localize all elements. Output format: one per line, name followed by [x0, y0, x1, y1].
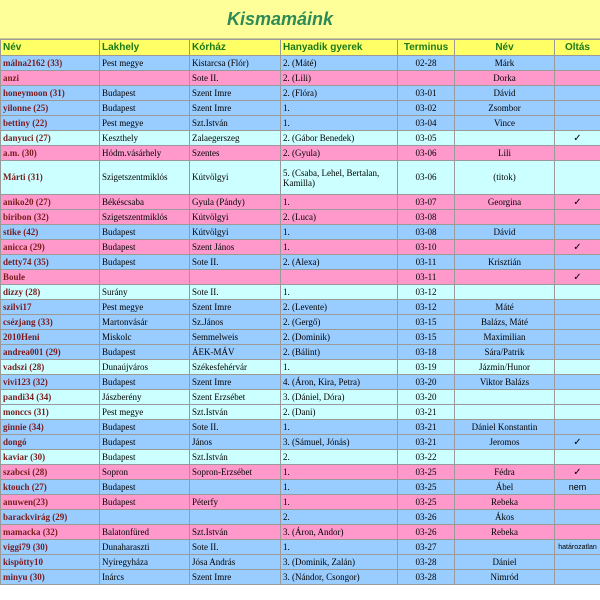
cell-nev: anuwen(23)	[1, 495, 100, 510]
cell-lakhely: Budapest	[100, 420, 190, 435]
cell-hanyadik: 2. (Dani)	[281, 405, 398, 420]
cell-terminus: 03-18	[398, 345, 455, 360]
table-row	[1, 375, 600, 390]
cell-lakhely	[100, 510, 190, 525]
cell-korhaz: Semmelweis	[190, 330, 281, 345]
cell-oltas	[555, 510, 600, 525]
cell-hanyadik: 2. (Levente)	[281, 300, 398, 315]
cell-nev: bettiny (22)	[1, 116, 100, 131]
table-row	[1, 525, 600, 540]
cell-lakhely: Pest megye	[100, 405, 190, 420]
cell-oltas	[555, 146, 600, 161]
cell-terminus: 03-08	[398, 210, 455, 225]
cell-hanyadik: 2.	[281, 450, 398, 465]
cell-oltas	[555, 375, 600, 390]
table-row	[1, 420, 600, 435]
cell-nev2: Zsombor	[455, 101, 555, 116]
cell-korhaz	[190, 480, 281, 495]
cell-hanyadik: 1.	[281, 360, 398, 375]
cell-hanyadik: 2. (Gergő)	[281, 315, 398, 330]
table-row	[1, 480, 600, 495]
table-row	[1, 195, 600, 210]
cell-terminus: 03-21	[398, 435, 455, 450]
cell-hanyadik	[281, 270, 398, 285]
table-row	[1, 495, 600, 510]
cell-korhaz	[190, 270, 281, 285]
cell-nev: anzi	[1, 71, 100, 86]
cell-nev: monccs (31)	[1, 405, 100, 420]
cell-terminus: 03-02	[398, 101, 455, 116]
cell-nev: barackvirág (29)	[1, 510, 100, 525]
cell-lakhely: Budapest	[100, 240, 190, 255]
cell-hanyadik: 1.	[281, 495, 398, 510]
cell-nev2: Vince	[455, 116, 555, 131]
cell-nev: vadszi (28)	[1, 360, 100, 375]
table-row	[1, 450, 600, 465]
cell-oltas	[555, 300, 600, 315]
cell-nev2	[455, 540, 555, 555]
cell-korhaz: Sote II.	[190, 540, 281, 555]
cell-nev: danyuci (27)	[1, 131, 100, 146]
table-row	[1, 101, 600, 116]
cell-hanyadik: 2. (Máté)	[281, 56, 398, 71]
cell-nev2	[455, 285, 555, 300]
table-row	[1, 465, 600, 480]
table-row	[1, 131, 600, 146]
cell-nev2: Dániel	[455, 555, 555, 570]
cell-oltas	[555, 495, 600, 510]
table-row	[1, 270, 600, 285]
cell-hanyadik: 3. (Áron, Andor)	[281, 525, 398, 540]
cell-lakhely: Jászberény	[100, 390, 190, 405]
table-row	[1, 86, 600, 101]
cell-nev2	[455, 240, 555, 255]
cell-lakhely: Pest megye	[100, 300, 190, 315]
cell-hanyadik: 2.	[281, 510, 398, 525]
cell-nev2: Jázmin/Hunor	[455, 360, 555, 375]
cell-hanyadik: 2. (Gyula)	[281, 146, 398, 161]
table-row	[1, 345, 600, 360]
cell-hanyadik: 2. (Dominik)	[281, 330, 398, 345]
header-terminus: Terminus	[398, 40, 455, 56]
table-row	[1, 510, 600, 525]
cell-oltas	[555, 86, 600, 101]
cell-lakhely: Martonvásár	[100, 315, 190, 330]
cell-lakhely: Dunaharaszti	[100, 540, 190, 555]
cell-nev2	[455, 270, 555, 285]
cell-nev2: Balázs, Máté	[455, 315, 555, 330]
cell-lakhely: Hódm.vásárhely	[100, 146, 190, 161]
cell-korhaz: Szent Imre	[190, 86, 281, 101]
cell-lakhely: Pest megye	[100, 116, 190, 131]
cell-oltas	[555, 225, 600, 240]
cell-terminus: 03-15	[398, 330, 455, 345]
cell-nev: biribon (32)	[1, 210, 100, 225]
cell-nev: málna2162 (33)	[1, 56, 100, 71]
cell-korhaz: Sote II.	[190, 285, 281, 300]
cell-oltas	[555, 390, 600, 405]
cell-korhaz: Kútvölgyi	[190, 210, 281, 225]
cell-lakhely: Budapest	[100, 435, 190, 450]
cell-nev2: Dorka	[455, 71, 555, 86]
cell-terminus: 02-28	[398, 56, 455, 71]
page-title: Kismamáink	[226, 8, 334, 29]
cell-terminus: 03-07	[398, 195, 455, 210]
cell-nev: aniko20 (27)	[1, 195, 100, 210]
cell-korhaz: Péterfy	[190, 495, 281, 510]
cell-nev2	[455, 390, 555, 405]
cell-nev2	[455, 405, 555, 420]
cell-terminus: 03-10	[398, 240, 455, 255]
cell-nev: szilvi17	[1, 300, 100, 315]
header-row	[1, 40, 600, 56]
cell-nev2	[455, 131, 555, 146]
cell-terminus: 03-25	[398, 495, 455, 510]
cell-hanyadik: 1.	[281, 195, 398, 210]
cell-lakhely: Szigetszentmiklós	[100, 210, 190, 225]
cell-korhaz: Szt.István	[190, 525, 281, 540]
cell-nev: minyu (30)	[1, 570, 100, 585]
cell-lakhely: Nyíregyháza	[100, 555, 190, 570]
cell-oltas	[555, 255, 600, 270]
cell-nev: kaviar (30)	[1, 450, 100, 465]
cell-lakhely: Budapest	[100, 345, 190, 360]
cell-korhaz: Szent János	[190, 240, 281, 255]
cell-korhaz: Jósa András	[190, 555, 281, 570]
cell-hanyadik: 1.	[281, 285, 398, 300]
cell-nev2: Georgina	[455, 195, 555, 210]
cell-lakhely: Békéscsaba	[100, 195, 190, 210]
cell-hanyadik: 4. (Áron, Kira, Petra)	[281, 375, 398, 390]
cell-hanyadik: 3. (Nándor, Csongor)	[281, 570, 398, 585]
cell-korhaz: Szt.István	[190, 405, 281, 420]
cell-hanyadik: 1.	[281, 101, 398, 116]
cell-hanyadik: 2. (Luca)	[281, 210, 398, 225]
cell-nev2: Viktor Balázs	[455, 375, 555, 390]
cell-lakhely: Surány	[100, 285, 190, 300]
cell-oltas	[555, 345, 600, 360]
cell-nev: kispötty10	[1, 555, 100, 570]
cell-terminus: 03-11	[398, 270, 455, 285]
table-row	[1, 161, 600, 195]
cell-terminus: 03-26	[398, 525, 455, 540]
cell-lakhely: Budapest	[100, 101, 190, 116]
cell-oltas	[555, 420, 600, 435]
cell-oltas	[555, 360, 600, 375]
table-body	[1, 56, 600, 585]
cell-oltas	[555, 116, 600, 131]
cell-korhaz: Szent Imre	[190, 101, 281, 116]
cell-nev2: Nimród	[455, 570, 555, 585]
cell-korhaz: Kistarcsa (Flór)	[190, 56, 281, 71]
cell-hanyadik: 1.	[281, 116, 398, 131]
cell-nev2: Dániel Konstantin	[455, 420, 555, 435]
cell-nev2: Fédra	[455, 465, 555, 480]
table-row	[1, 300, 600, 315]
cell-hanyadik: 2. (Lili)	[281, 71, 398, 86]
cell-terminus: 03-27	[398, 540, 455, 555]
cell-korhaz: Kútvölgyi	[190, 161, 281, 195]
cell-oltas: ✓	[555, 270, 600, 285]
table-row	[1, 330, 600, 345]
cell-korhaz: Sote II.	[190, 420, 281, 435]
table-row	[1, 390, 600, 405]
cell-terminus: 03-08	[398, 225, 455, 240]
cell-oltas: ✓	[555, 240, 600, 255]
cell-oltas	[555, 285, 600, 300]
cell-lakhely: Inárcs	[100, 570, 190, 585]
table-row	[1, 540, 600, 555]
cell-nev2: Dávid	[455, 225, 555, 240]
cell-korhaz: Szt.István	[190, 450, 281, 465]
cell-terminus: 03-01	[398, 86, 455, 101]
cell-nev: Boule	[1, 270, 100, 285]
cell-korhaz: Szt.István	[190, 116, 281, 131]
cell-terminus: 03-04	[398, 116, 455, 131]
cell-terminus: 03-15	[398, 315, 455, 330]
cell-nev: pandi34 (34)	[1, 390, 100, 405]
table-row	[1, 315, 600, 330]
cell-oltas	[555, 101, 600, 116]
cell-lakhely: Keszthely	[100, 131, 190, 146]
table-row	[1, 435, 600, 450]
cell-lakhely: Budapest	[100, 480, 190, 495]
cell-hanyadik: 2. (Alexa)	[281, 255, 398, 270]
cell-korhaz: Sz.János	[190, 315, 281, 330]
cell-korhaz: Gyula (Pándy)	[190, 195, 281, 210]
cell-korhaz	[190, 510, 281, 525]
cell-terminus	[398, 71, 455, 86]
title-bar	[0, 0, 600, 39]
cell-hanyadik: 1.	[281, 225, 398, 240]
header-nev: Név	[1, 40, 100, 56]
cell-hanyadik: 3. (Sámuel, Jónás)	[281, 435, 398, 450]
cell-oltas: ✓	[555, 195, 600, 210]
cell-korhaz: Szentes	[190, 146, 281, 161]
cell-oltas	[555, 450, 600, 465]
cell-nev: 2010Heni	[1, 330, 100, 345]
cell-lakhely: Dunaújváros	[100, 360, 190, 375]
cell-nev2: Jeromos	[455, 435, 555, 450]
cell-terminus: 03-20	[398, 390, 455, 405]
cell-hanyadik: 1.	[281, 480, 398, 495]
cell-lakhely: Budapest	[100, 495, 190, 510]
cell-nev2: Ákos	[455, 510, 555, 525]
cell-nev: vivi123 (32)	[1, 375, 100, 390]
cell-nev: andrea001 (29)	[1, 345, 100, 360]
cell-oltas: határozatlan	[555, 540, 600, 555]
cell-terminus: 03-05	[398, 131, 455, 146]
table-row	[1, 116, 600, 131]
header-korhaz: Kórház	[190, 40, 281, 56]
cell-oltas	[555, 315, 600, 330]
cell-korhaz: Székesfehérvár	[190, 360, 281, 375]
cell-lakhely: Miskolc	[100, 330, 190, 345]
cell-nev: szabcsi (28)	[1, 465, 100, 480]
cell-terminus: 03-06	[398, 161, 455, 195]
cell-nev: ginnie (34)	[1, 420, 100, 435]
cell-oltas: ✓	[555, 131, 600, 146]
cell-oltas	[555, 330, 600, 345]
table-row	[1, 570, 600, 585]
header-lakhely: Lakhely	[100, 40, 190, 56]
header-oltas: Oltás	[555, 40, 600, 56]
cell-hanyadik: 1.	[281, 420, 398, 435]
cell-lakhely: Budapest	[100, 86, 190, 101]
cell-hanyadik: 2. (Gábor Benedek)	[281, 131, 398, 146]
cell-lakhely	[100, 270, 190, 285]
cell-korhaz: Szent Imre	[190, 375, 281, 390]
cell-nev2: Ábel	[455, 480, 555, 495]
cell-korhaz: ÁEK-MÁV	[190, 345, 281, 360]
cell-nev: ktouch (27)	[1, 480, 100, 495]
header-nev2: Név	[455, 40, 555, 56]
cell-oltas	[555, 161, 600, 195]
cell-oltas	[555, 570, 600, 585]
cell-nev: stike (42)	[1, 225, 100, 240]
cell-nev2: Maximilian	[455, 330, 555, 345]
cell-nev2: (titok)	[455, 161, 555, 195]
table-row	[1, 240, 600, 255]
cell-nev2: Lili	[455, 146, 555, 161]
cell-terminus: 03-20	[398, 375, 455, 390]
cell-nev: viggi79 (30)	[1, 540, 100, 555]
cell-korhaz: Szent Imre	[190, 300, 281, 315]
cell-terminus: 03-25	[398, 480, 455, 495]
cell-hanyadik: 3. (Dominik, Zalán)	[281, 555, 398, 570]
cell-nev: dongó	[1, 435, 100, 450]
cell-lakhely	[100, 71, 190, 86]
cell-hanyadik: 2. (Bálint)	[281, 345, 398, 360]
cell-nev2: Máté	[455, 300, 555, 315]
cell-korhaz: Sopron-Erzsébet	[190, 465, 281, 480]
cell-hanyadik: 3. (Dániel, Dóra)	[281, 390, 398, 405]
cell-terminus: 03-28	[398, 555, 455, 570]
kismamak-table	[0, 39, 600, 585]
cell-terminus: 03-12	[398, 285, 455, 300]
cell-nev: honeymoon (31)	[1, 86, 100, 101]
cell-nev: yilonne (25)	[1, 101, 100, 116]
table-row	[1, 255, 600, 270]
cell-terminus: 03-06	[398, 146, 455, 161]
cell-lakhely: Sopron	[100, 465, 190, 480]
header-hanyadik: Hanyadik gyerek	[281, 40, 398, 56]
cell-korhaz: Sote II.	[190, 255, 281, 270]
cell-lakhely: Balatonfüred	[100, 525, 190, 540]
table-row	[1, 210, 600, 225]
cell-nev: detty74 (35)	[1, 255, 100, 270]
cell-lakhely: Budapest	[100, 255, 190, 270]
cell-nev: csézjang (33)	[1, 315, 100, 330]
cell-oltas	[555, 71, 600, 86]
cell-korhaz: Kútvölgyi	[190, 225, 281, 240]
cell-lakhely: Budapest	[100, 375, 190, 390]
table-row	[1, 360, 600, 375]
cell-nev2: Dávid	[455, 86, 555, 101]
cell-terminus: 03-22	[398, 450, 455, 465]
table-row	[1, 555, 600, 570]
table-row	[1, 71, 600, 86]
cell-terminus: 03-12	[398, 300, 455, 315]
cell-terminus: 03-25	[398, 465, 455, 480]
cell-terminus: 03-26	[398, 510, 455, 525]
cell-oltas: nem	[555, 480, 600, 495]
cell-korhaz: Zalaegerszeg	[190, 131, 281, 146]
table-row	[1, 285, 600, 300]
cell-nev2: Rebeka	[455, 525, 555, 540]
cell-terminus: 03-11	[398, 255, 455, 270]
cell-hanyadik: 5. (Csaba, Lehel, Bertalan, Kamilla)	[281, 161, 398, 195]
cell-terminus: 03-19	[398, 360, 455, 375]
cell-oltas: ✓	[555, 465, 600, 480]
cell-hanyadik: 2. (Flóra)	[281, 86, 398, 101]
cell-oltas	[555, 210, 600, 225]
cell-terminus: 03-21	[398, 405, 455, 420]
cell-nev: dizzy (28)	[1, 285, 100, 300]
table-row	[1, 146, 600, 161]
cell-nev2	[455, 450, 555, 465]
cell-nev2: Rebeka	[455, 495, 555, 510]
cell-nev2: Krisztián	[455, 255, 555, 270]
cell-korhaz: Szent Erzsébet	[190, 390, 281, 405]
cell-nev2: Sára/Patrik	[455, 345, 555, 360]
cell-nev: Márti (31)	[1, 161, 100, 195]
cell-korhaz: János	[190, 435, 281, 450]
cell-terminus: 03-21	[398, 420, 455, 435]
cell-oltas	[555, 555, 600, 570]
cell-nev2: Márk	[455, 56, 555, 71]
cell-oltas	[555, 525, 600, 540]
cell-nev: anicca (29)	[1, 240, 100, 255]
cell-korhaz: Sote II.	[190, 71, 281, 86]
cell-lakhely: Budapest	[100, 450, 190, 465]
cell-nev: a.m. (30)	[1, 146, 100, 161]
cell-terminus: 03-28	[398, 570, 455, 585]
cell-korhaz: Szent Imre	[190, 570, 281, 585]
table-row	[1, 225, 600, 240]
cell-hanyadik: 1.	[281, 465, 398, 480]
cell-hanyadik: 1.	[281, 540, 398, 555]
cell-lakhely: Szigetszentmiklós	[100, 161, 190, 195]
cell-oltas	[555, 56, 600, 71]
cell-oltas: ✓	[555, 435, 600, 450]
cell-lakhely: Budapest	[100, 225, 190, 240]
cell-lakhely: Pest megye	[100, 56, 190, 71]
cell-oltas	[555, 405, 600, 420]
table-row	[1, 56, 600, 71]
cell-nev: mamacka (32)	[1, 525, 100, 540]
cell-hanyadik: 1.	[281, 240, 398, 255]
table-row	[1, 405, 600, 420]
cell-nev2	[455, 210, 555, 225]
